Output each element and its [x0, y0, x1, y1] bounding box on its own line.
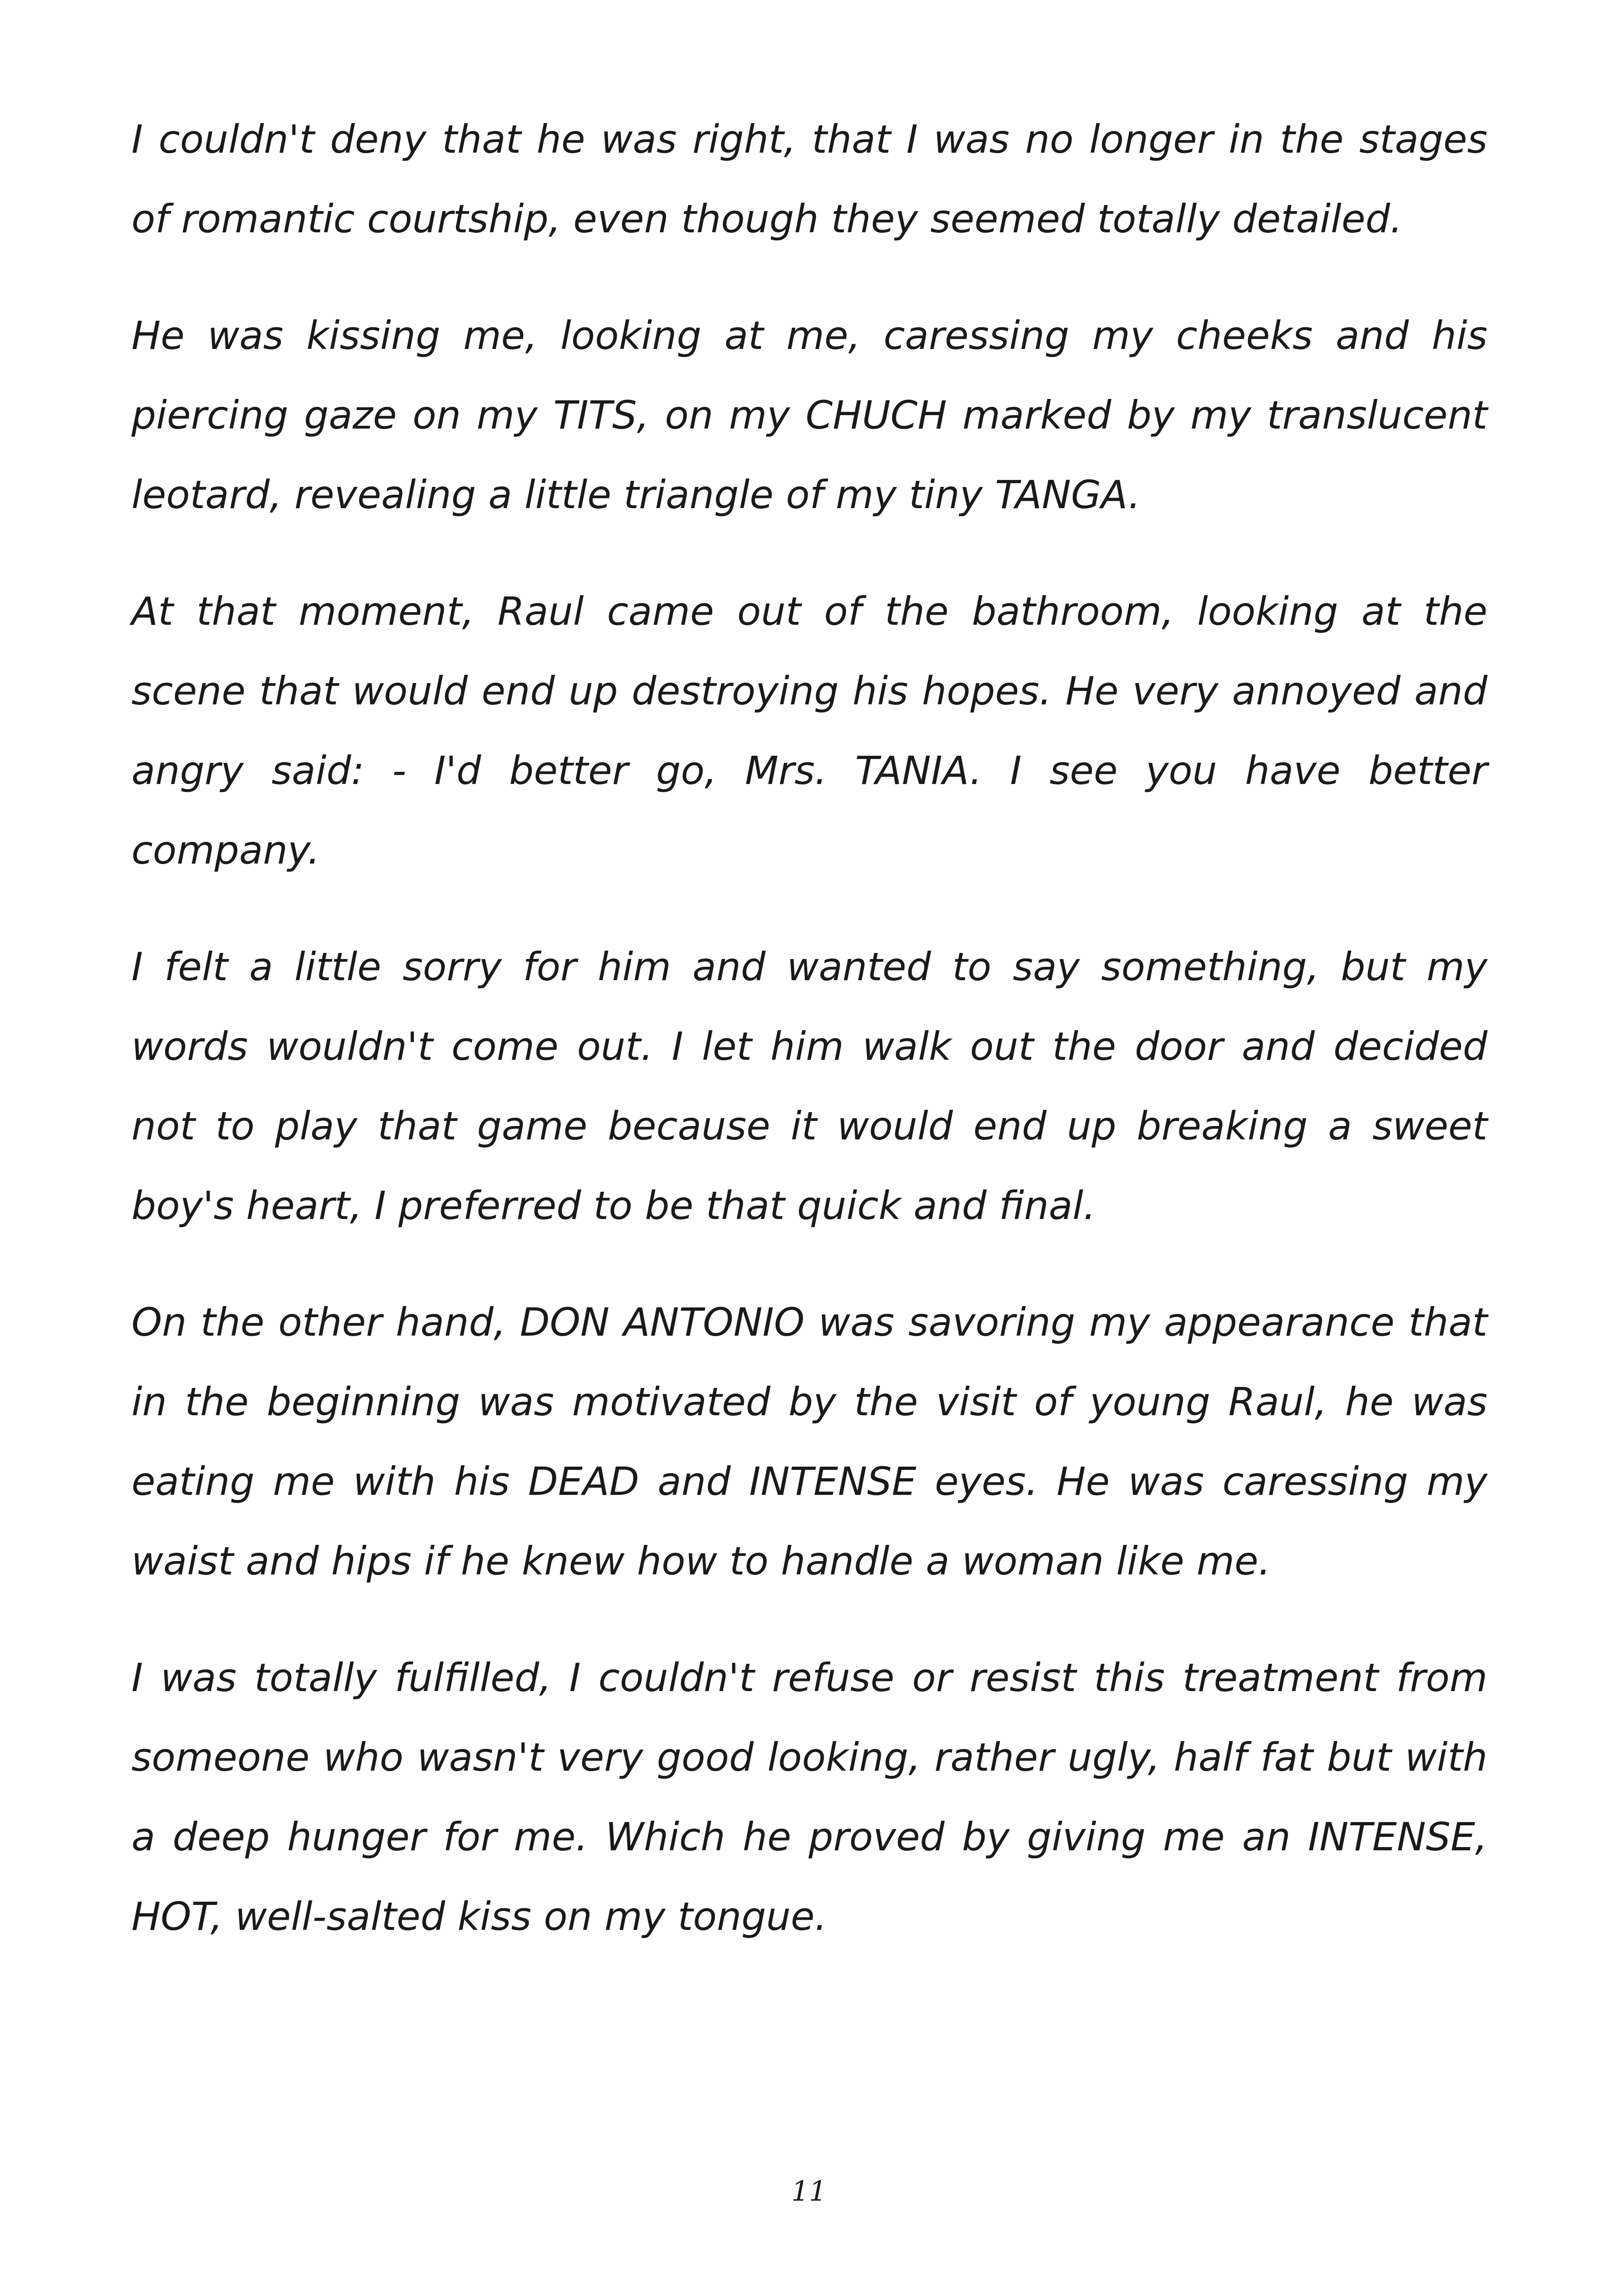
paragraph-3: At that moment, Raul came out of the bathroom, looking at the scene that would end up destroying his hopes. He very annoyed and angry said: - I'd better go, Mrs. TANIA. I see you have better company.	[131, 589, 1487, 873]
page-number: 11	[791, 2175, 827, 2208]
paragraph-1: I couldn't deny that he was right, that I was no longer in the stages of romantic courtship, even though they seemed totally detailed.	[131, 117, 1487, 242]
paragraph-5: On the other hand, DON ANTONIO was savoring my appearance that in the beginning was motivated by the visit of young Raul, he was eating me with his DEAD and INTENSE eyes. He was caressing my waist and hips if he knew how to handle a woman like me.	[131, 1300, 1487, 1584]
paragraph-2: He was kissing me, looking at me, caressing my cheeks and his piercing gaze on my TITS, on my CHUCH marked by my translucent leotard, revealing a little triangle of my tiny TANGA.	[131, 313, 1487, 517]
body-text	[131, 100, 1487, 1993]
paragraph-4: I felt a little sorry for him and wanted to say something, but my words wouldn't come out. I let him walk out the door and decided not to play that game because it would end up breaking a sweet boy's heart, I preferred to be that quick and final.	[131, 944, 1487, 1228]
paragraph-6: I was totally fulfilled, I couldn't refuse or resist this treatment from someone who wasn't very good looking, rather ugly, half fat but with a deep hunger for me. Which he proved by giving me an INTENSE, HOT, well-salted kiss on my tongue.	[131, 1655, 1487, 1939]
